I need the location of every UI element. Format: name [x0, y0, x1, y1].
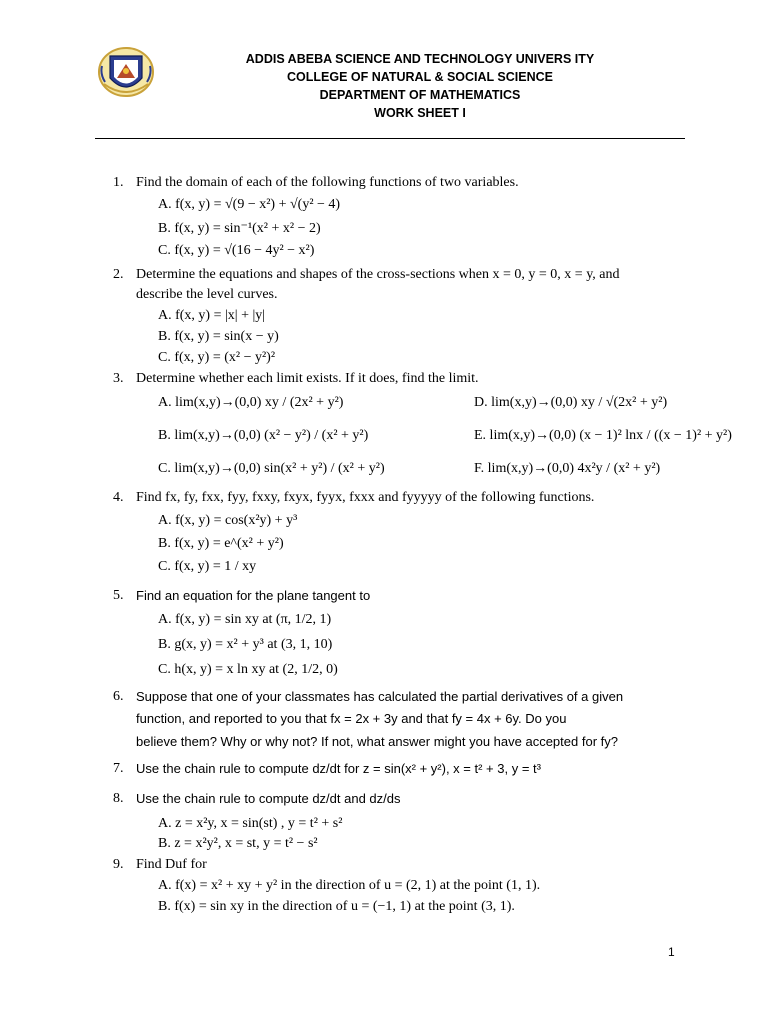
q7-text: Use the chain rule to compute dz/dt for z = sin(x² + y²), x = t² + 3, y = t³: [136, 761, 541, 776]
q2-option-a: A. f(x, y) = |x| + |y|: [158, 308, 266, 323]
q4-option-a: A. f(x, y) = cos(x²y) + y³: [158, 513, 298, 528]
q6-text-line1: Suppose that one of your classmates has calculated the partial derivatives of a given: [136, 689, 624, 704]
q1-option-b: B. f(x, y) = sin⁻¹(x² + x² − 2): [158, 221, 321, 236]
q6-text-line2: function, and reported to you that fx = 2x + 3y and that fy = 4x + 6y. Do you: [136, 711, 567, 726]
q1-option-c: C. f(x, y) = √(16 − 4y² − x²): [158, 243, 315, 258]
header-department-name: DEPARTMENT OF MATHEMATICS: [319, 88, 521, 102]
q4-option-b: B. f(x, y) = e^(x² + y²): [158, 536, 284, 551]
q2-option-c: C. f(x, y) = (x² − y²)²: [158, 350, 276, 365]
q8-option-b: B. z = x²y², x = st, y = t² − s²: [158, 836, 318, 851]
q3-option-f: F. lim(x,y)→(0,0) 4x²y / (x² + y²): [474, 461, 661, 476]
header-university-name: ADDIS ABEBA SCIENCE AND TECHNOLOGY UNIVERS ITY: [245, 52, 595, 66]
header-divider: [95, 138, 685, 139]
q3-option-b: B. lim(x,y)→(0,0) (x² − y²) / (x² + y²): [158, 428, 369, 443]
q6-number: 6.: [113, 689, 124, 704]
q9-text: Find Duf for: [136, 857, 207, 872]
header-worksheet-title: WORK SHEET I: [374, 106, 466, 120]
q9-number: 9.: [113, 857, 124, 872]
q5-option-a: A. f(x, y) = sin xy at (π, 1/2, 1): [158, 612, 332, 627]
q2-number: 2.: [113, 267, 124, 282]
q8-number: 8.: [113, 791, 124, 806]
q5-number: 5.: [113, 588, 124, 603]
q1-text: Find the domain of each of the following functions of two variables.: [136, 175, 519, 190]
q1-option-a: A. f(x, y) = √(9 − x²) + √(y² − 4): [158, 197, 341, 212]
q6-text-line3: believe them? Why or why not? If not, what answer might you have accepted for fy?: [136, 734, 618, 749]
page-number: 1: [668, 945, 675, 959]
q3-number: 3.: [113, 371, 124, 386]
q8-text: Use the chain rule to compute dz/dt and dz/ds: [136, 791, 401, 806]
q9-option-a: A. f(x) = x² + xy + y² in the direction of u = (2, 1) at the point (1, 1).: [158, 878, 541, 893]
q8-option-a: A. z = x²y, x = sin(st) , y = t² + s²: [158, 816, 343, 831]
q1-number: 1.: [113, 175, 124, 190]
q9-option-b: B. f(x) = sin xy in the direction of u = (−1, 1) at the point (3, 1).: [158, 899, 515, 914]
header-college-name: COLLEGE OF NATURAL & SOCIAL SCIENCE: [287, 70, 553, 84]
q3-option-d: D. lim(x,y)→(0,0) xy / √(2x² + y²): [474, 395, 668, 410]
q5-text: Find an equation for the plane tangent to: [136, 588, 371, 603]
q4-option-c: C. f(x, y) = 1 / xy: [158, 559, 257, 574]
q2-text-line1: Determine the equations and shapes of the cross-sections when x = 0, y = 0, x = y, and: [136, 267, 620, 282]
q4-number: 4.: [113, 490, 124, 505]
university-seal-icon: [96, 44, 156, 100]
q4-text: Find fx, fy, fxx, fyy, fxxy, fxyx, fyyx, fxxx and fyyyyy of the following functions.: [136, 490, 595, 505]
q7-number: 7.: [113, 761, 124, 776]
q3-option-c: C. lim(x,y)→(0,0) sin(x² + y²) / (x² + y²): [158, 461, 385, 476]
q3-option-e: E. lim(x,y)→(0,0) (x − 1)² lnx / ((x − 1)² + y²): [474, 428, 732, 443]
q3-text: Determine whether each limit exists. If it does, find the limit.: [136, 371, 479, 386]
q5-option-b: B. g(x, y) = x² + y³ at (3, 1, 10): [158, 637, 333, 652]
q2-text-line2: describe the level curves.: [136, 287, 278, 302]
q3-option-a: A. lim(x,y)→(0,0) xy / (2x² + y²): [158, 395, 344, 410]
q2-option-b: B. f(x, y) = sin(x − y): [158, 329, 279, 344]
q5-option-c: C. h(x, y) = x ln xy at (2, 1/2, 0): [158, 662, 338, 677]
